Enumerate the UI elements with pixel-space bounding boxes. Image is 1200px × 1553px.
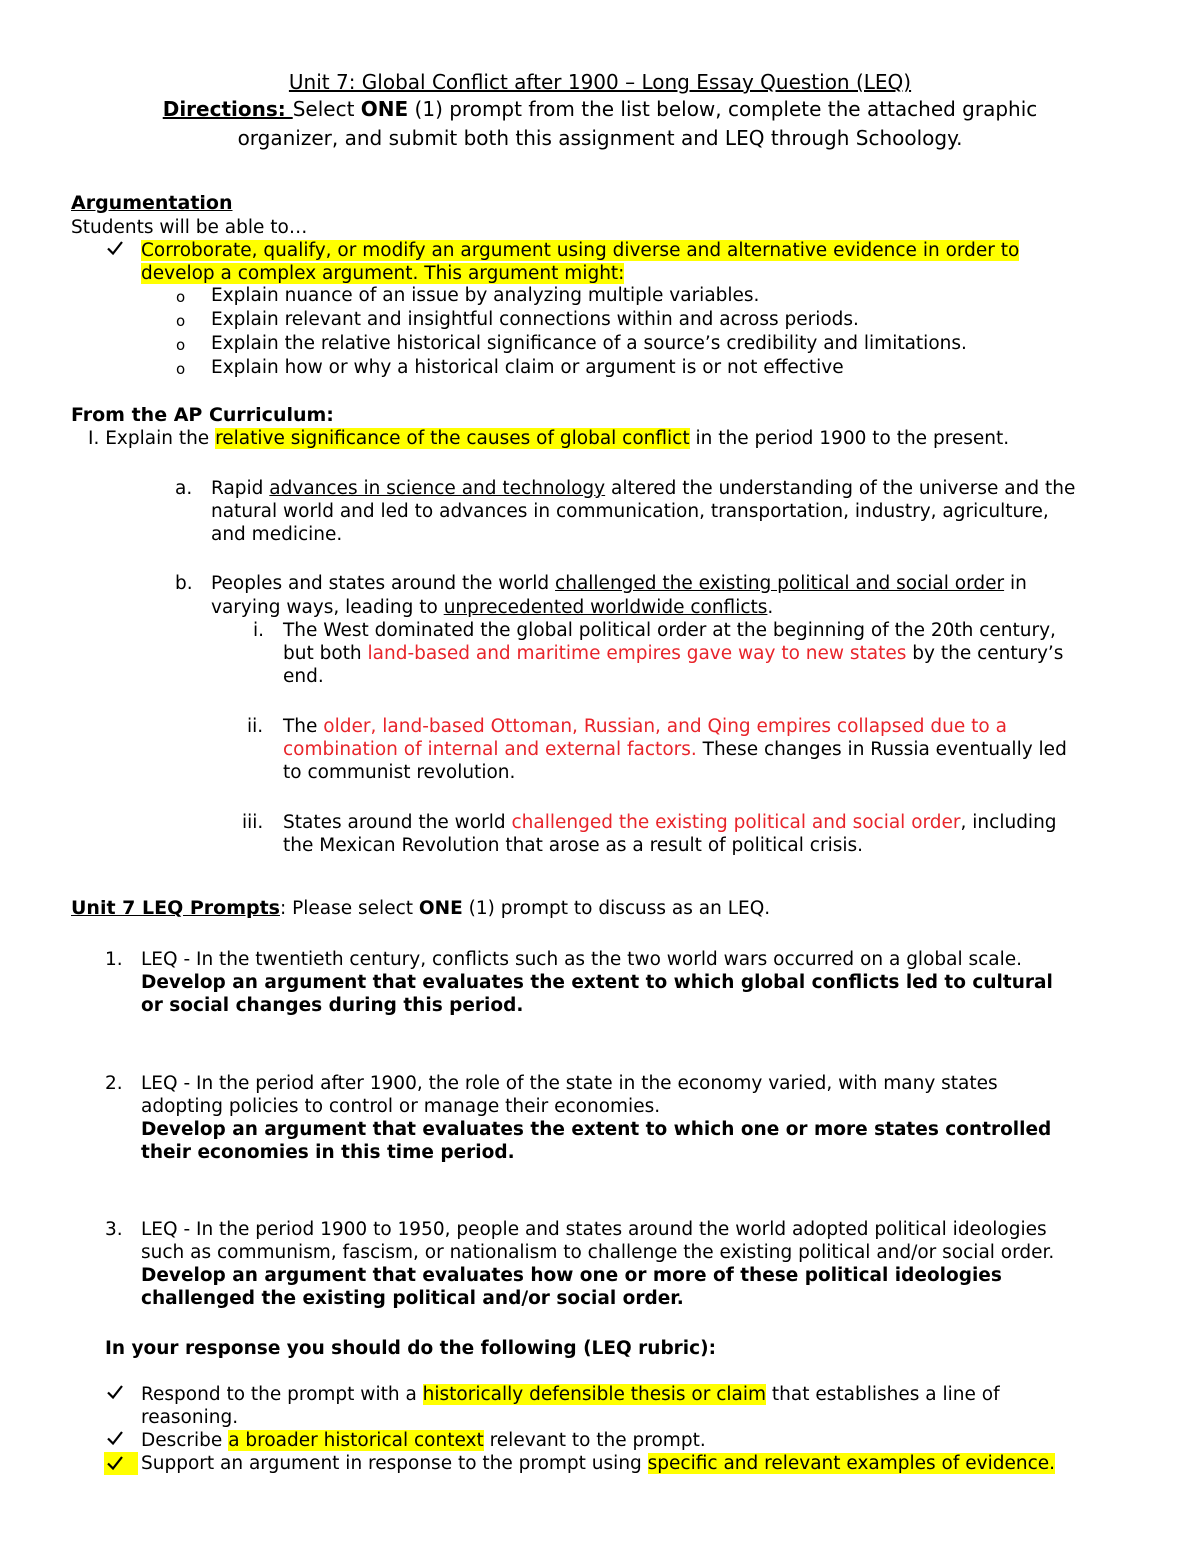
prompt-marker-3: 3.	[105, 1219, 123, 1240]
prompt-marker-2: 2.	[105, 1073, 123, 1094]
sub-ii-line-3: to communist revolution.	[283, 762, 516, 783]
prompt-3-bold-1: Develop an argument that evaluates how one or more of these political ideologies	[141, 1265, 1002, 1286]
underlined-text: advances in science and technology	[269, 478, 606, 499]
red-text: land-based and maritime empires gave way to new states	[367, 643, 907, 664]
text: relevant to the prompt.	[483, 1430, 706, 1451]
curriculum-b-line-2	[211, 596, 773, 619]
list-marker-ii: ii.	[247, 716, 264, 737]
sub-i-line-2	[283, 642, 1063, 665]
list-marker-iii: iii.	[242, 812, 264, 833]
argumentation-check-line-2	[141, 262, 624, 285]
highlight-text: a broader historical context	[228, 1430, 484, 1451]
text: Peoples and states around the world	[211, 573, 556, 594]
prompt-2-bold-1: Develop an argument that evaluates the extent to which one or more states controlled	[141, 1119, 1052, 1140]
prompts-heading-line	[71, 897, 770, 920]
text: (1) prompt to discuss as an LEQ.	[462, 898, 771, 919]
check-mark-icon	[106, 1429, 124, 1453]
directions-text-b: (1) prompt from the list below, complete the attached graphic	[408, 97, 1038, 121]
text: altered the understanding of the universe and the	[605, 478, 1076, 499]
text: The	[283, 716, 324, 737]
prompt-2-line-2: adopting policies to control or manage their economies.	[141, 1096, 661, 1117]
bullet-item: Explain the relative historical significance of a source’s credibility and limitations.	[211, 333, 967, 354]
sub-ii-line-1	[283, 715, 1007, 738]
sub-iii-line-2: the Mexican Revolution that arose as a result of political crisis.	[283, 835, 864, 856]
curriculum-prefix: I. Explain the	[88, 428, 216, 449]
directions-label: Directions:	[162, 97, 293, 121]
text: in	[1004, 573, 1027, 594]
text: Support an argument in response to the prompt using	[141, 1453, 648, 1474]
underlined-text: challenged the existing political and social order	[555, 573, 1005, 594]
underlined-text: unprecedented worldwide conflicts	[443, 597, 768, 618]
highlight-text: historically defensible thesis or claim	[422, 1384, 767, 1405]
directions-line-1	[0, 98, 1200, 121]
curriculum-a-line-1	[211, 477, 1075, 500]
text: varying ways, leading to	[211, 597, 444, 618]
curriculum-b-line-1	[211, 572, 1027, 595]
rubric-heading: In your response you should do the following (LEQ rubric):	[105, 1338, 716, 1359]
prompt-3-line-1: LEQ - In the period 1900 to 1950, people and states around the world adopted political ideologies	[141, 1219, 1047, 1240]
curriculum-suffix: in the period 1900 to the present.	[689, 428, 1010, 449]
directions-text-2: organizer, and submit both this assignment and LEQ through Schoology.	[237, 126, 963, 150]
curriculum-item-i	[88, 427, 1009, 450]
prompts-heading: Unit 7 LEQ Prompts	[71, 897, 280, 919]
sub-i-line-3: end.	[283, 666, 324, 687]
text: , including	[960, 812, 1057, 833]
prompt-2-bold-2: their economies in this time period.	[141, 1142, 515, 1163]
text: States around the world	[283, 812, 512, 833]
list-marker-b: b.	[175, 573, 193, 594]
check-text-2: develop a complex argument. This argument might:	[141, 263, 625, 284]
red-text: combination of internal and external factors.	[283, 739, 697, 760]
text: Describe	[141, 1430, 229, 1451]
rubric-item-1-line-2: reasoning.	[141, 1407, 239, 1428]
circle-bullet-icon: o	[176, 336, 186, 354]
check-mark-icon	[104, 1452, 138, 1475]
directions-one: ONE	[360, 97, 409, 121]
bullet-item: Explain nuance of an issue by analyzing multiple variables.	[211, 285, 760, 306]
check-text-1: Corroborate, qualify, or modify an argument using diverse and alternative evidence in order to	[141, 240, 1020, 261]
bullet-item: Explain relevant and insightful connections within and across periods.	[211, 309, 859, 330]
text: ONE	[418, 898, 463, 919]
prompt-1-line-1: LEQ - In the twentieth century, conflicts such as the two world wars occurred on a global scale.	[141, 949, 1023, 970]
circle-bullet-icon: o	[176, 360, 186, 378]
argumentation-heading: Argumentation	[71, 192, 233, 214]
rubric-item-1	[141, 1383, 1000, 1406]
directions-line-2	[0, 127, 1200, 150]
curriculum-heading: From the AP Curriculum:	[71, 404, 334, 426]
curriculum-a-line-3: and medicine.	[211, 524, 343, 545]
text: Rapid	[211, 478, 270, 499]
text: : Please select	[280, 898, 419, 919]
sub-ii-line-2	[283, 738, 1067, 761]
bullet-item: Explain how or why a historical claim or argument is or not effective	[211, 357, 844, 378]
prompt-3-line-2: such as communism, fascism, or nationalism to challenge the existing political and/or social order.	[141, 1242, 1055, 1263]
curriculum-highlight: relative significance of the causes of global conflict	[215, 428, 690, 449]
title-text: Unit 7: Global Conflict after 1900 – Long Essay Question (LEQ)	[288, 70, 912, 94]
argumentation-check-line-1	[141, 239, 1019, 262]
text: that establishes a line of	[766, 1384, 1000, 1405]
prompt-1-bold-2: or social changes during this period.	[141, 995, 524, 1016]
argumentation-intro: Students will be able to…	[71, 217, 308, 238]
directions-text: Select	[292, 97, 361, 121]
text: .	[767, 597, 774, 618]
text: by the century’s	[906, 643, 1064, 664]
curriculum-a-line-2: natural world and led to advances in communication, transportation, industry, agriculture,	[211, 501, 1049, 522]
red-text: older, land-based Ottoman, Russian, and Qing empires collapsed due to a	[323, 716, 1007, 737]
list-marker-i: i.	[253, 620, 265, 641]
sub-i-line-1: The West dominated the global political order at the beginning of the 20th century,	[283, 620, 1056, 641]
rubric-item-3	[141, 1452, 1055, 1475]
page-title	[0, 71, 1200, 94]
sub-iii-line-1	[283, 811, 1057, 834]
prompt-1-bold-1: Develop an argument that evaluates the extent to which global conflicts led to cultural	[141, 972, 1053, 993]
circle-bullet-icon: o	[176, 312, 186, 330]
highlight-text: specific and relevant examples of evidence.	[647, 1453, 1055, 1474]
prompt-2-line-1: LEQ - In the period after 1900, the role of the state in the economy varied, with many states	[141, 1073, 998, 1094]
rubric-item-2	[141, 1429, 706, 1452]
list-marker-a: a.	[175, 478, 193, 499]
red-text: challenged the existing political and social order	[511, 812, 961, 833]
circle-bullet-icon: o	[176, 288, 186, 306]
check-mark-icon	[106, 239, 124, 263]
check-mark-icon	[106, 1383, 124, 1407]
text: These changes in Russia eventually led	[696, 739, 1067, 760]
text: Respond to the prompt with a	[141, 1384, 423, 1405]
text: but both	[283, 643, 368, 664]
prompt-marker-1: 1.	[105, 949, 123, 970]
prompt-3-bold-2: challenged the existing political and/or social order.	[141, 1288, 684, 1309]
